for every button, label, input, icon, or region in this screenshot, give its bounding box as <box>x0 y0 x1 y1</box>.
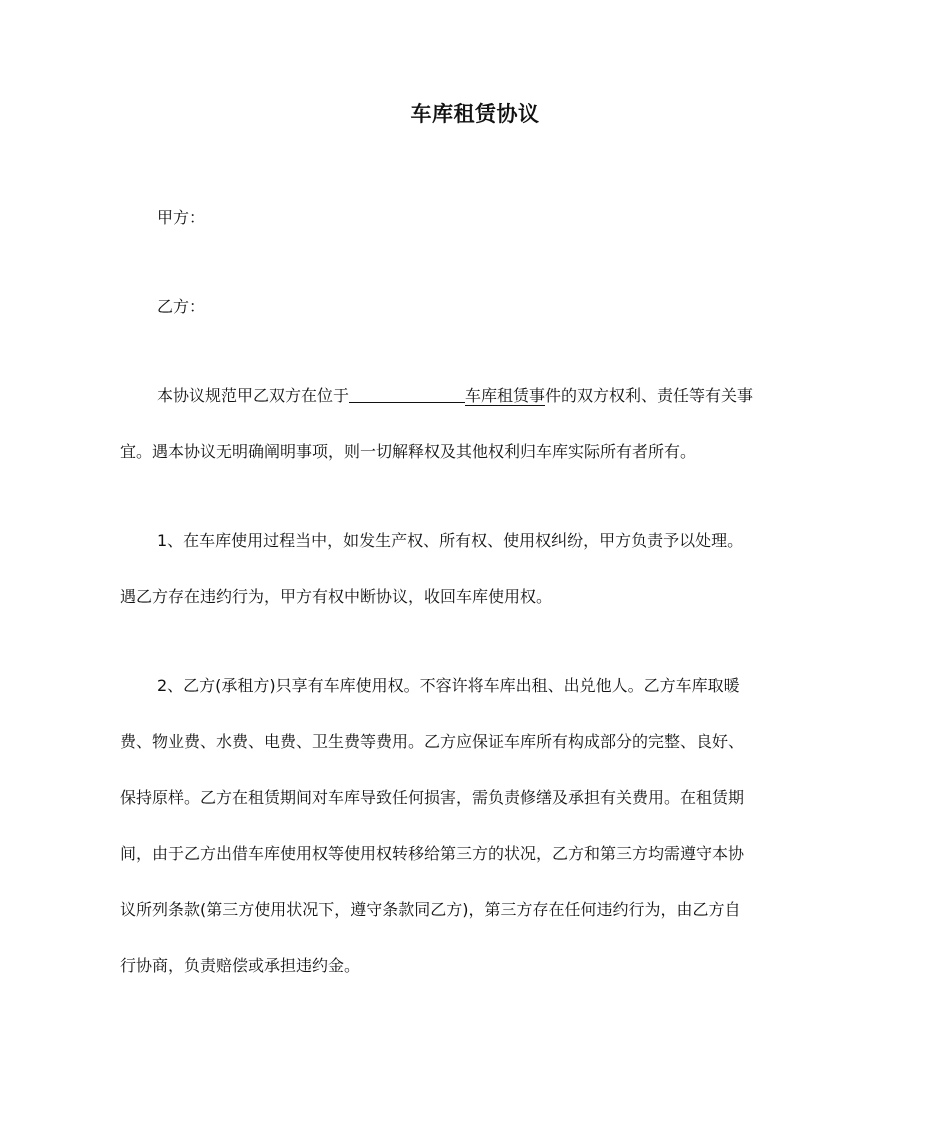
clause-2-line-4: 间，由于乙方出借车库使用权等使用权转移给第三方的状况，乙方和第三方均需遵守本协 <box>120 844 745 863</box>
location-blank-field <box>349 384 465 403</box>
clause-2-line-3: 保持原样。乙方在租赁期间对车库导致任何损害，需负责修缮及承担有关费用。在租赁期 <box>120 788 745 807</box>
clause-1-line-2: 遇乙方存在违约行为，甲方有权中断协议，收回车库使用权。 <box>120 587 553 606</box>
clause-2-line-5: 议所列条款(第三方使用状况下，遵守条款同乙方)，第三方存在任何违约行为，由乙方自 <box>120 900 741 919</box>
party-a-label: 甲方： <box>157 208 206 227</box>
clause-2-line-1: 2、乙方(承租方)只享有车库使用权。不容许将车库出租、出兑他人。乙方车库取暖 <box>157 676 740 695</box>
intro-line-2: 宜。遇本协议无明确阐明事项，则一切解释权及其他权利归车库实际所有者所有。 <box>120 442 697 461</box>
clause-2-line-6: 行协商，负责赔偿或承担违约金。 <box>120 956 361 975</box>
clause-2-line-2: 费、物业费、水费、电费、卫生费等费用。乙方应保证车库所有构成部分的完整、良好、 <box>120 732 745 751</box>
clause-1-line-1: 1、在车库使用过程当中，如发生产权、所有权、使用权纠纷，甲方负责予以处理。 <box>157 531 744 550</box>
intro-text-before-blank: 本协议规范甲乙双方在位于 <box>157 386 350 405</box>
intro-text-after-blank: 件的双方权利、责任等有关事 <box>545 386 754 405</box>
intro-underlined-text: 车库租赁事 <box>465 386 546 405</box>
document-title: 车库租赁协议 <box>410 102 540 126</box>
party-b-label: 乙方： <box>157 297 206 316</box>
intro-line-1 <box>157 383 753 409</box>
